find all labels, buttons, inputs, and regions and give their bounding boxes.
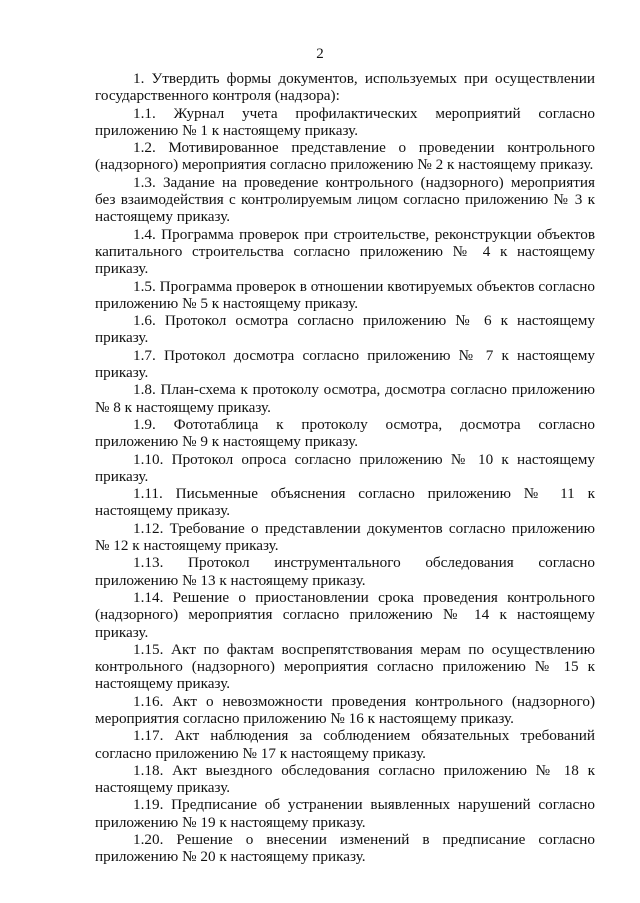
paragraph-1-18: 1.18. Акт выездного обследования согласно приложению № 18 к настоящему приказу.	[95, 761, 595, 797]
paragraph-1-2: 1.2. Мотивированное представление о проведении контрольного (надзорного) мероприятия согласно приложению № 2 к настоящему приказу.	[95, 139, 595, 174]
paragraph-1-6: 1.6. Протокол осмотра согласно приложению № 6 к настоящему приказу.	[95, 312, 595, 347]
paragraph-1-16: 1.16. Акт о невозможности проведения контрольного (надзорного) мероприятия согласно приложению № 16 к настоящему приказу.	[95, 692, 595, 727]
paragraph-1-4: 1.4. Программа проверок при строительстве, реконструкции объектов капитального строительства согласно приложению № 4 к настоящему приказу.	[95, 225, 595, 278]
paragraph-1-17: 1.17. Акт наблюдения за соблюдением обязательных требований согласно приложению № 17 к настоящему приказу.	[95, 727, 595, 762]
paragraph-1-14: 1.14. Решение о приостановлении срока проведения контрольного (надзорного) мероприятия согласно приложению № 14 к настоящему приказу.	[95, 588, 595, 641]
paragraph-1-12: 1.12. Требование о представлении документов согласно приложению № 12 к настоящему приказу.	[95, 519, 595, 555]
paragraph-1-13: 1.13. Протокол инструментального обследования согласно приложению № 13 к настоящему приказу.	[95, 554, 595, 589]
paragraph-1-19: 1.19. Предписание об устранении выявленных нарушений согласно приложению № 19 к настоящему приказу.	[95, 796, 595, 831]
page-number: 2	[316, 46, 324, 62]
paragraph-1-7: 1.7. Протокол досмотра согласно приложению № 7 к настоящему приказу.	[95, 346, 595, 382]
document-body	[95, 70, 595, 866]
paragraph-1-9: 1.9. Фототаблица к протоколу осмотра, досмотра согласно приложению № 9 к настоящему приказу.	[95, 415, 595, 451]
paragraph-1-11: 1.11. Письменные объяснения согласно приложению № 11 к настоящему приказу.	[95, 485, 595, 520]
paragraph-1-20: 1.20. Решение о внесении изменений в предписание согласно приложению № 20 к настоящему приказу.	[95, 831, 595, 866]
paragraph-1-1: 1.1. Журнал учета профилактических мероприятий согласно приложению № 1 к настоящему приказу.	[95, 104, 595, 139]
paragraph-1-5: 1.5. Программа проверок в отношении квотируемых объектов согласно приложению № 5 к настоящему приказу.	[95, 277, 595, 312]
paragraph-1-10: 1.10. Протокол опроса согласно приложению № 10 к настоящему приказу.	[95, 450, 595, 485]
paragraph-intro: 1. Утвердить формы документов, используемых при осуществлении государственного контроля (надзора):	[95, 70, 595, 105]
paragraph-1-3: 1.3. Задание на проведение контрольного (надзорного) мероприятия без взаимодействия с контролируемым лицом согласно приложению № 3 к настоящему приказу.	[95, 173, 595, 226]
paragraph-1-8: 1.8. План-схема к протоколу осмотра, досмотра согласно приложению № 8 к настоящему приказу.	[95, 381, 595, 416]
paragraph-1-15: 1.15. Акт по фактам воспрепятствования мерам по осуществлению контрольного (надзорного) мероприятия согласно приложению № 15 к настоящему приказу.	[95, 640, 595, 693]
